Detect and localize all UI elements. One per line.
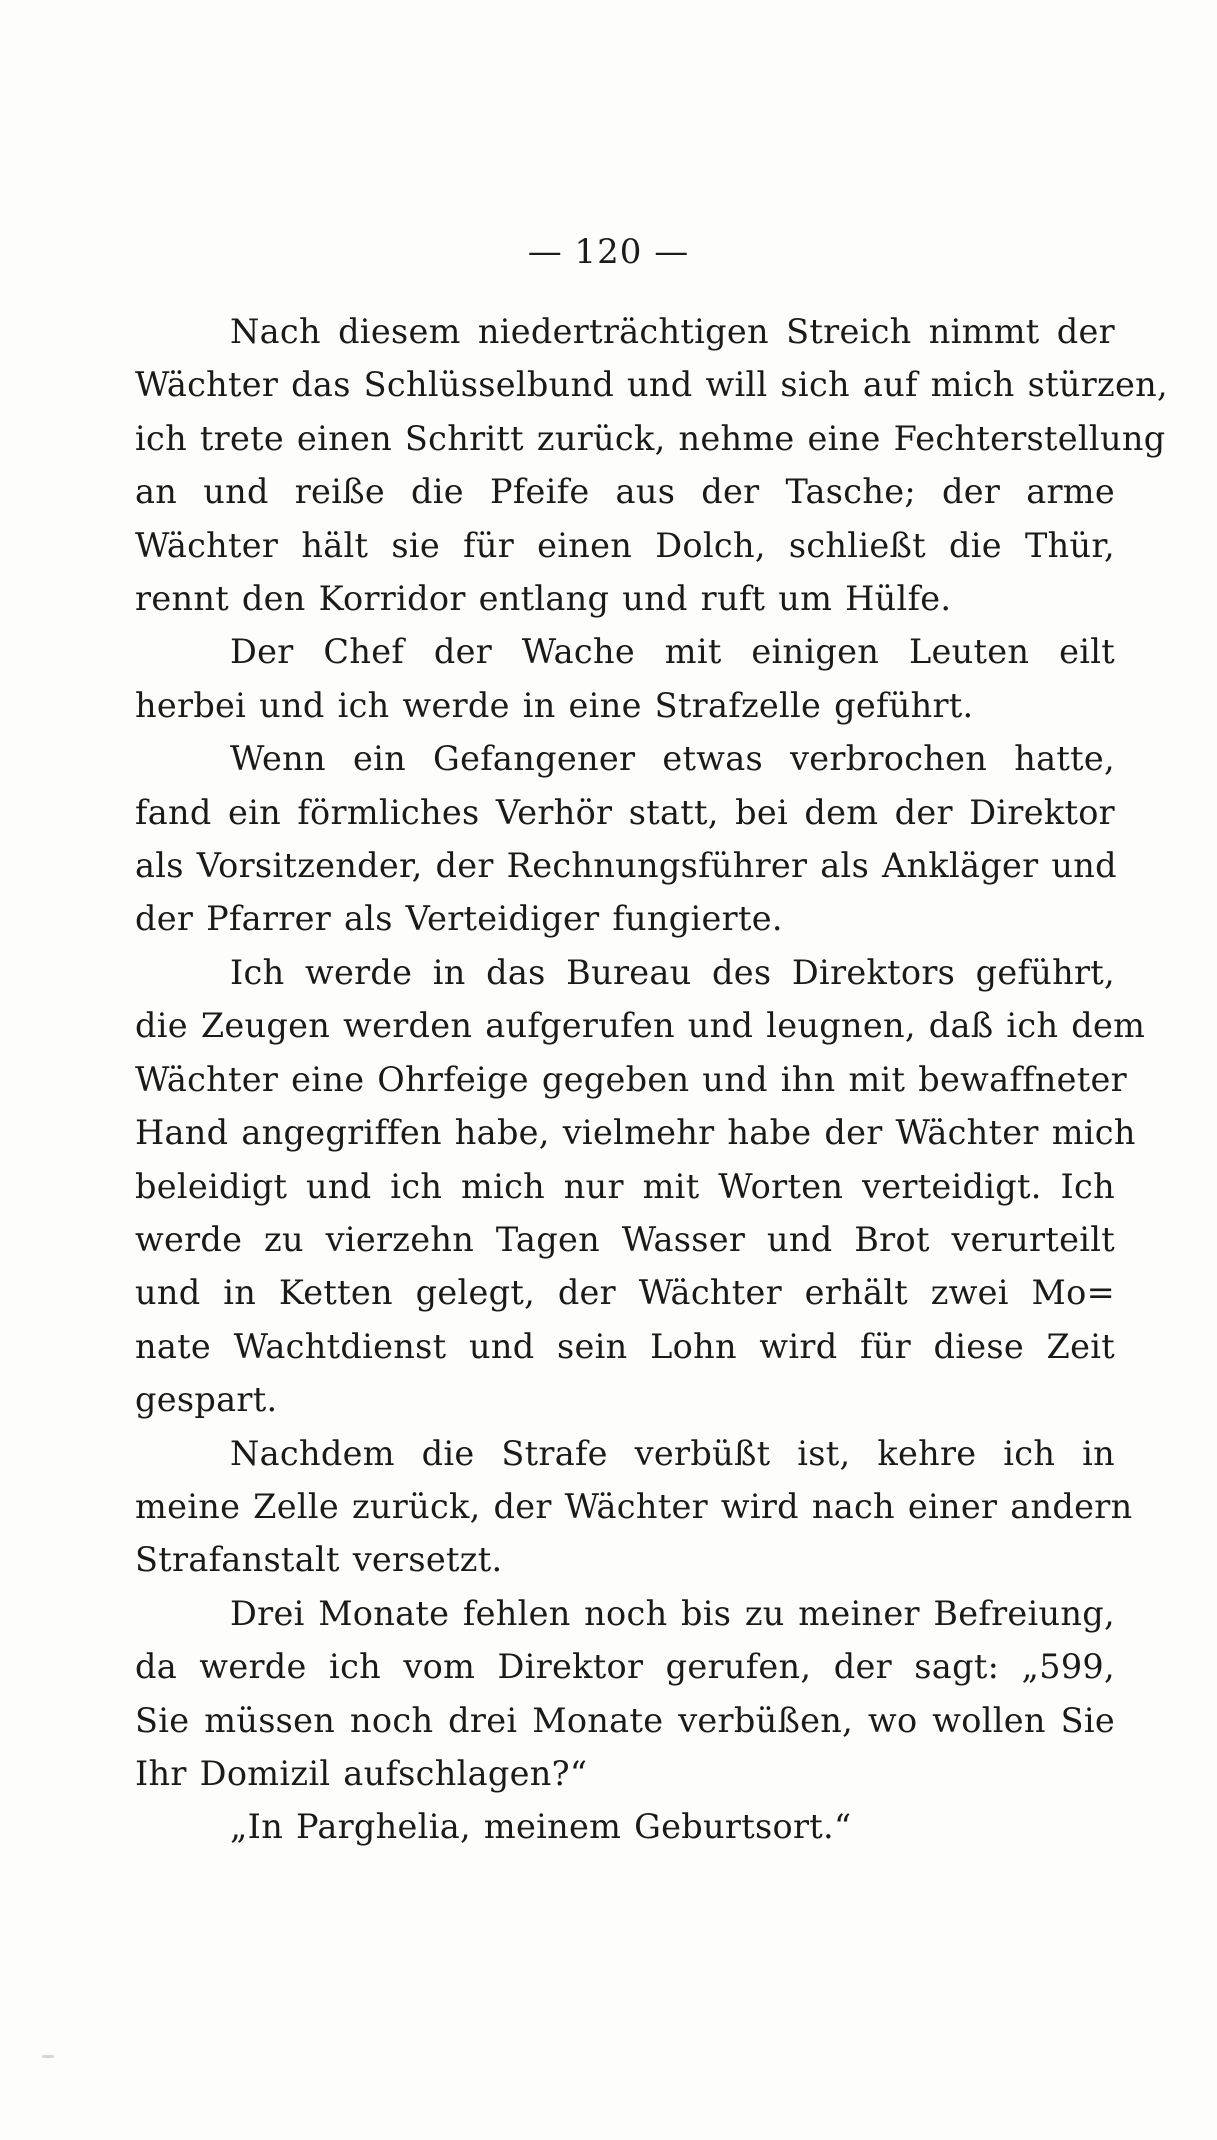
text-line: Wächter das Schlüsselbund und will sich auf mich stürzen, [135, 365, 1168, 405]
text-line: Drei Monate fehlen noch bis zu meiner Befreiung, [230, 1593, 1115, 1633]
text-line: beleidigt und ich mich nur mit Worten verteidigt. Ich [135, 1166, 1115, 1206]
text-line: Hand angegriffen habe, vielmehr habe der Wächter mich [135, 1113, 1136, 1153]
text-line: Ihr Domizil aufschlagen?“ [135, 1753, 588, 1793]
text-line: der Pfarrer als Verteidiger fungierte. [135, 899, 783, 939]
text-line: Sie müssen noch drei Monate verbüßen, wo wollen Sie [135, 1700, 1115, 1740]
page-number: — 120 — [527, 232, 690, 272]
text-line: Strafanstalt versetzt. [135, 1540, 503, 1580]
text-line: Der Chef der Wache mit einigen Leuten eilt [230, 632, 1115, 672]
text-line: da werde ich vom Direktor gerufen, der sagt: „599, [135, 1647, 1115, 1687]
text-line: meine Zelle zurück, der Wächter wird nach einer andern [135, 1486, 1133, 1526]
text-line: Nach diesem niederträchtigen Streich nimmt der [230, 312, 1115, 351]
text-line: Ich werde in das Bureau des Direktors geführt, [230, 952, 1115, 992]
text-line: die Zeugen werden aufgerufen und leugnen, daß ich dem [135, 1006, 1146, 1046]
text-line: nate Wachtdienst und sein Lohn wird für diese Zeit [135, 1326, 1115, 1366]
text-line: Nachdem die Strafe verbüßt ist, kehre ich in [230, 1433, 1115, 1473]
text-line: rennt den Korridor entlang und ruft um Hülfe. [135, 579, 952, 619]
text-line: herbei und ich werde in eine Strafzelle geführt. [135, 685, 974, 725]
scan-smudge [42, 2055, 54, 2058]
text-line: fand ein förmliches Verhör statt, bei dem der Direktor [135, 792, 1115, 832]
text-line: werde zu vierzehn Tagen Wasser und Brot verurteilt [135, 1219, 1115, 1259]
text-line: gespart. [135, 1380, 278, 1420]
text-line: als Vorsitzender, der Rechnungsführer als Ankläger und [135, 846, 1117, 886]
text-line: ich trete einen Schritt zurück, nehme eine Fechterstellung [135, 418, 1166, 458]
text-line: und in Ketten gelegt, der Wächter erhält zwei Mo= [135, 1273, 1115, 1313]
text-line: an und reiße die Pfeife aus der Tasche; der arme [135, 472, 1115, 512]
text-line: „In Parghelia, meinem Geburtsort.“ [230, 1807, 852, 1847]
text-line: Wenn ein Gefangener etwas verbrochen hatte, [230, 739, 1115, 779]
body-text [135, 305, 1168, 1854]
text-line: Wächter hält sie für einen Dolch, schließt die Thür, [135, 525, 1115, 565]
text-line: Wächter eine Ohrfeige gegeben und ihn mit bewaffneter [135, 1059, 1127, 1099]
